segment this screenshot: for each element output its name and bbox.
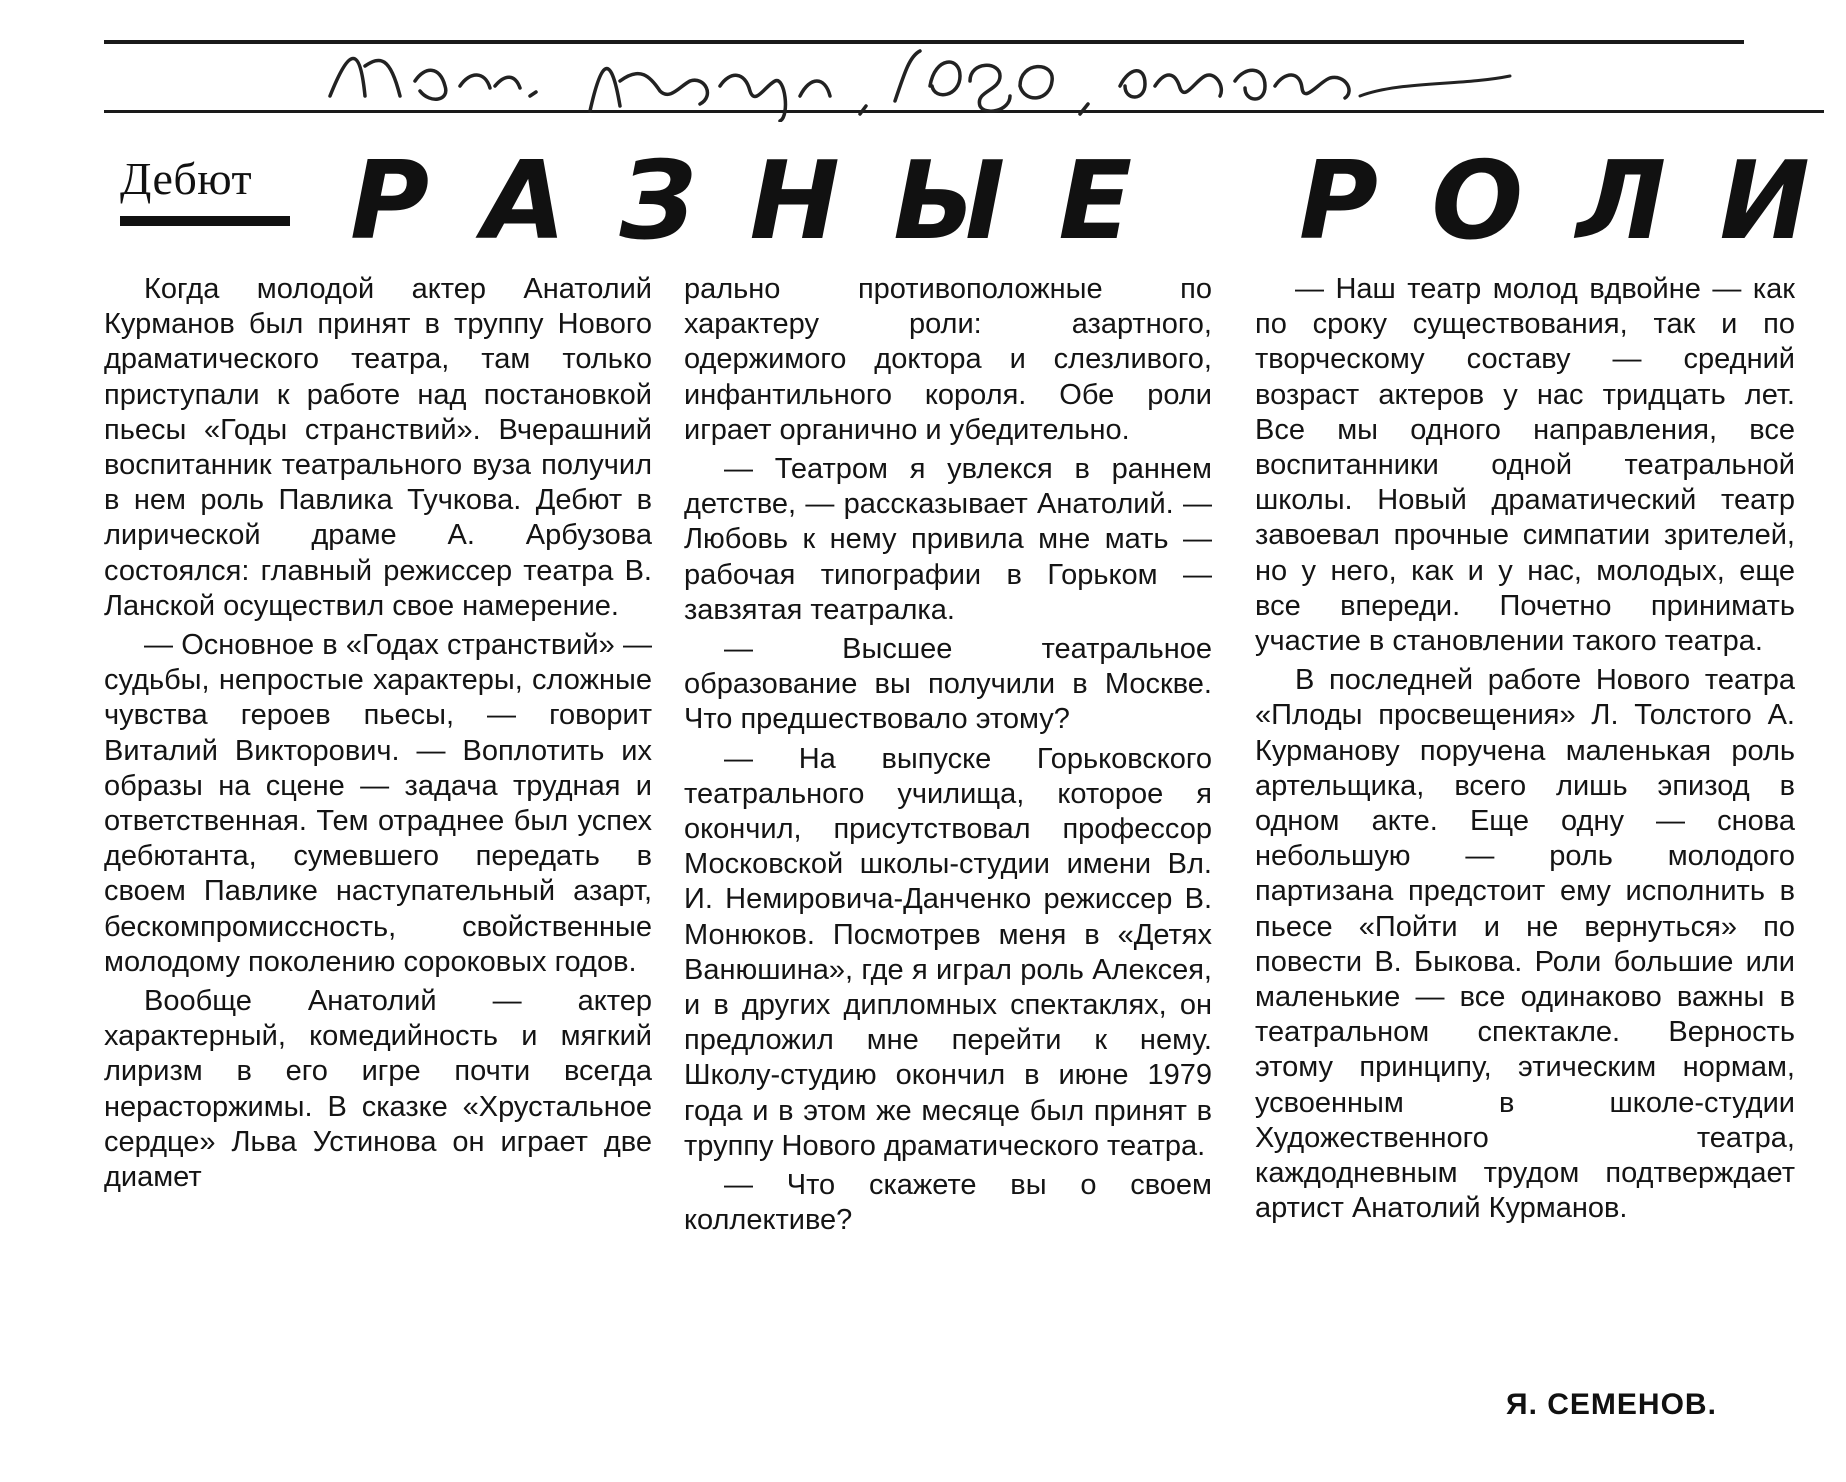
article-paragraph: Вообще Анатолий — актер характерный, комедийность и мягкий лиризм в его игре почти всегда нерасторжимы. В сказке «Хрустальное сердце» Льва Устинова он играет две диамет (104, 985, 652, 1194)
rubric-label: Дебют (120, 153, 253, 204)
article-paragraph: — На выпуске Горьковского театрального училища, которое я окончил, присутствовал профессор Московской школы-студии имени Вл. И. Немировича-Данченко режиссер В. Монюков. Посмотрев меня в «Детях Ванюшина», где я играл роль Алексея, и в других дипломных спектаклях, он предложил мне перейти к нему. Школу-студию окончил в июне 1979 года и в этом же месяце был принят в труппу Нового драматического театра. (684, 742, 1212, 1162)
author-signature: Я. СЕМЕНОВ. (1506, 1388, 1717, 1421)
article-column-3 (1255, 272, 1795, 1226)
article-column-1 (104, 272, 652, 1195)
handwritten-source-note (320, 26, 1520, 122)
headline-letter: Л (1576, 139, 1667, 264)
headline-letter: Е (1058, 139, 1133, 264)
article-paragraph: — Что скажете вы о своем коллективе? (684, 1169, 1212, 1237)
rubric-underline (120, 216, 290, 226)
headline-letter: И (1719, 139, 1810, 264)
headline-letter: З (619, 139, 697, 264)
article-paragraph: — Высшее театральное образование вы получили в Москве. Что предшествовало этому? (684, 633, 1212, 736)
article-paragraph: — Театром я увлекся в раннем детстве, — рассказывает Анатолий. — Любовь к нему привила мне мать — рабочая типографии в Горьком — завзятая театралка. (684, 453, 1212, 626)
article-paragraph: Когда молодой актер Анатолий Курманов был принят в труппу Нового драматического театра, там только приступали к работе над постановкой пьесы «Годы странствий». Вчерашний воспитанник театрального вуза получил в нем роль Павлика Тучкова. Дебют в лирической драме А. Арбузова состоялся: главный режиссер театра В. Ланской осуществил свое намерение. (104, 273, 652, 622)
headline-letter: Р (1298, 139, 1379, 264)
article-paragraph: — Наш театр молод вдвойне — как по сроку существования, так и по творческому составу — средний возраст актеров у нас тридцать лет. Все мы одного направления, все воспитанники одной театральной школы. Новый драматический театр завоевал прочные симпатии зрителей, но у него, как и у нас, молодых, еще все впереди. Почетно принимать участие в становлении такого театра. (1255, 273, 1795, 658)
headline-letter: Н (749, 139, 840, 264)
handwriting-scribble (320, 26, 1520, 122)
article-paragraph: — Основное в «Годах странствий» — судьбы, непростые характеры, сложные чувства героев пьесы, — говорит Виталий Викторович. — Воплотить их образы на сцене — задача трудная и ответственная. Тем отраднее был успех дебютанта, сумевшего передать в своем Павлике наступательный азарт, бескомпромиссность, свойственные молодому поколению сороковых годов. (104, 629, 652, 978)
article-column-2 (684, 272, 1212, 1238)
headline-letter: О (1431, 139, 1524, 264)
article-paragraph: В последней работе Нового театра «Плоды просвещения» Л. Толстого А. Курманову поручена маленькая роль артельщика, всего лишь эпизод в одном акте. Еще одну — снова небольшую — роль молодого партизана предстоит ему исполнить в пьесе «Пойти и не вернуться» по повести В. Быкова. Роли большие или маленькие — все одинаково важны в театральном спектакле. Верность этому принципу, этическим нормам, усвоенным в школе-студии Художественного театра, каждодневным трудом подтверждает артист Анатолий Курманов. (1255, 664, 1795, 1225)
headline-letter: Р (350, 139, 430, 264)
headline-word-gap (1186, 142, 1246, 262)
headline-letter: А (482, 139, 567, 264)
article-paragraph: рально противоположные по характеру роли: азартного, одержимого доктора и слезливого, инфантильного короля. Обе роли играет органично и убедительно. (684, 273, 1212, 446)
headline-letter: Ы (893, 139, 1006, 264)
headline (350, 139, 1810, 264)
